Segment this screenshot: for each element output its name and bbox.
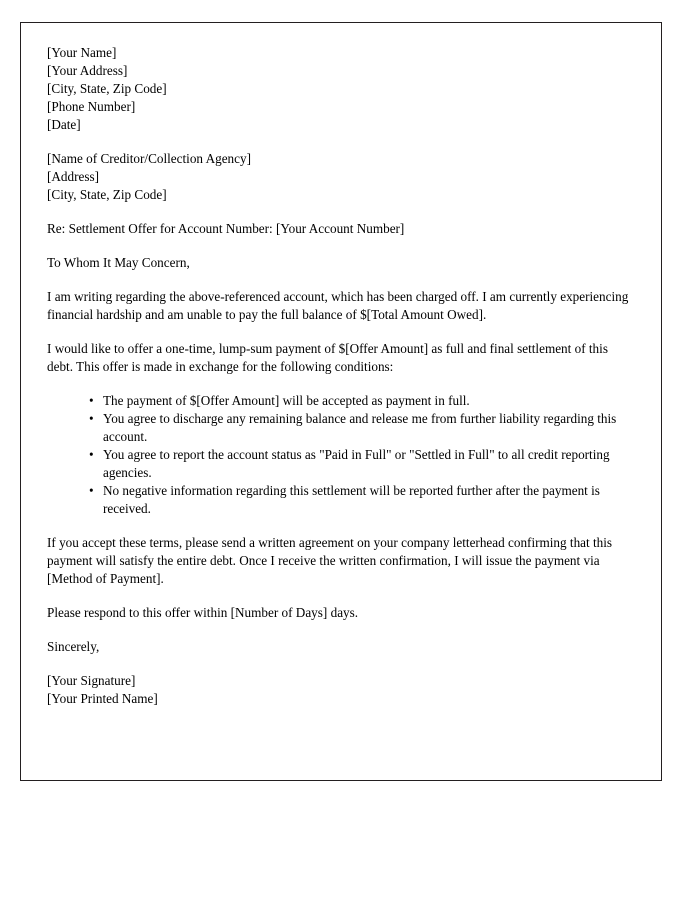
recipient-address-block xyxy=(47,150,637,204)
sender-date-line: [Date] xyxy=(47,117,81,132)
recipient-name-line: [Name of Creditor/Collection Agency] xyxy=(47,151,251,166)
signature-placeholder-line: [Your Signature] xyxy=(47,673,136,688)
sender-address-block xyxy=(47,44,637,134)
sender-phone-line: [Phone Number] xyxy=(47,99,136,114)
sender-street-line: [Your Address] xyxy=(47,63,128,78)
list-item: • You agree to report the account status as "Paid in Full" or "Settled in Full" to all credit reporting agencies. xyxy=(89,446,637,482)
body-paragraph-1: I am writing regarding the above-referenced account, which has been charged off. I am currently experiencing financial hardship and am unable to pay the full balance of $[Total Amount Owed]. xyxy=(47,289,629,322)
sender-name-line: [Your Name] xyxy=(47,45,117,60)
closing-salutation: Sincerely, xyxy=(47,639,100,654)
letter-content xyxy=(47,44,637,708)
salutation: To Whom It May Concern, xyxy=(47,255,190,270)
list-item: • No negative information regarding this settlement will be reported further after the payment is received. xyxy=(89,482,637,518)
subject-line: Re: Settlement Offer for Account Number: [Your Account Number] xyxy=(47,221,405,236)
printed-name-line: [Your Printed Name] xyxy=(47,691,158,706)
list-item: • You agree to discharge any remaining balance and release me from further liability regarding this account. xyxy=(89,410,637,446)
recipient-street-line: [Address] xyxy=(47,169,100,184)
recipient-city-line: [City, State, Zip Code] xyxy=(47,187,167,202)
body-paragraph-2: I would like to offer a one-time, lump-sum payment of $[Offer Amount] as full and final settlement of this debt. This offer is made in exchange for the following conditions: xyxy=(47,341,608,374)
body-paragraph-4: Please respond to this offer within [Number of Days] days. xyxy=(47,605,359,620)
signature-block xyxy=(47,672,637,708)
body-paragraph-3: If you accept these terms, please send a written agreement on your company letterhead confirming that this payment will satisfy the entire debt. Once I receive the written confirmation, I will issue the payment via [Method of Payment]. xyxy=(47,535,613,586)
list-item: • The payment of $[Offer Amount] will be accepted as payment in full. xyxy=(89,392,637,410)
conditions-list xyxy=(47,392,637,518)
sender-city-line: [City, State, Zip Code] xyxy=(47,81,167,96)
letter-border-frame xyxy=(20,22,662,781)
